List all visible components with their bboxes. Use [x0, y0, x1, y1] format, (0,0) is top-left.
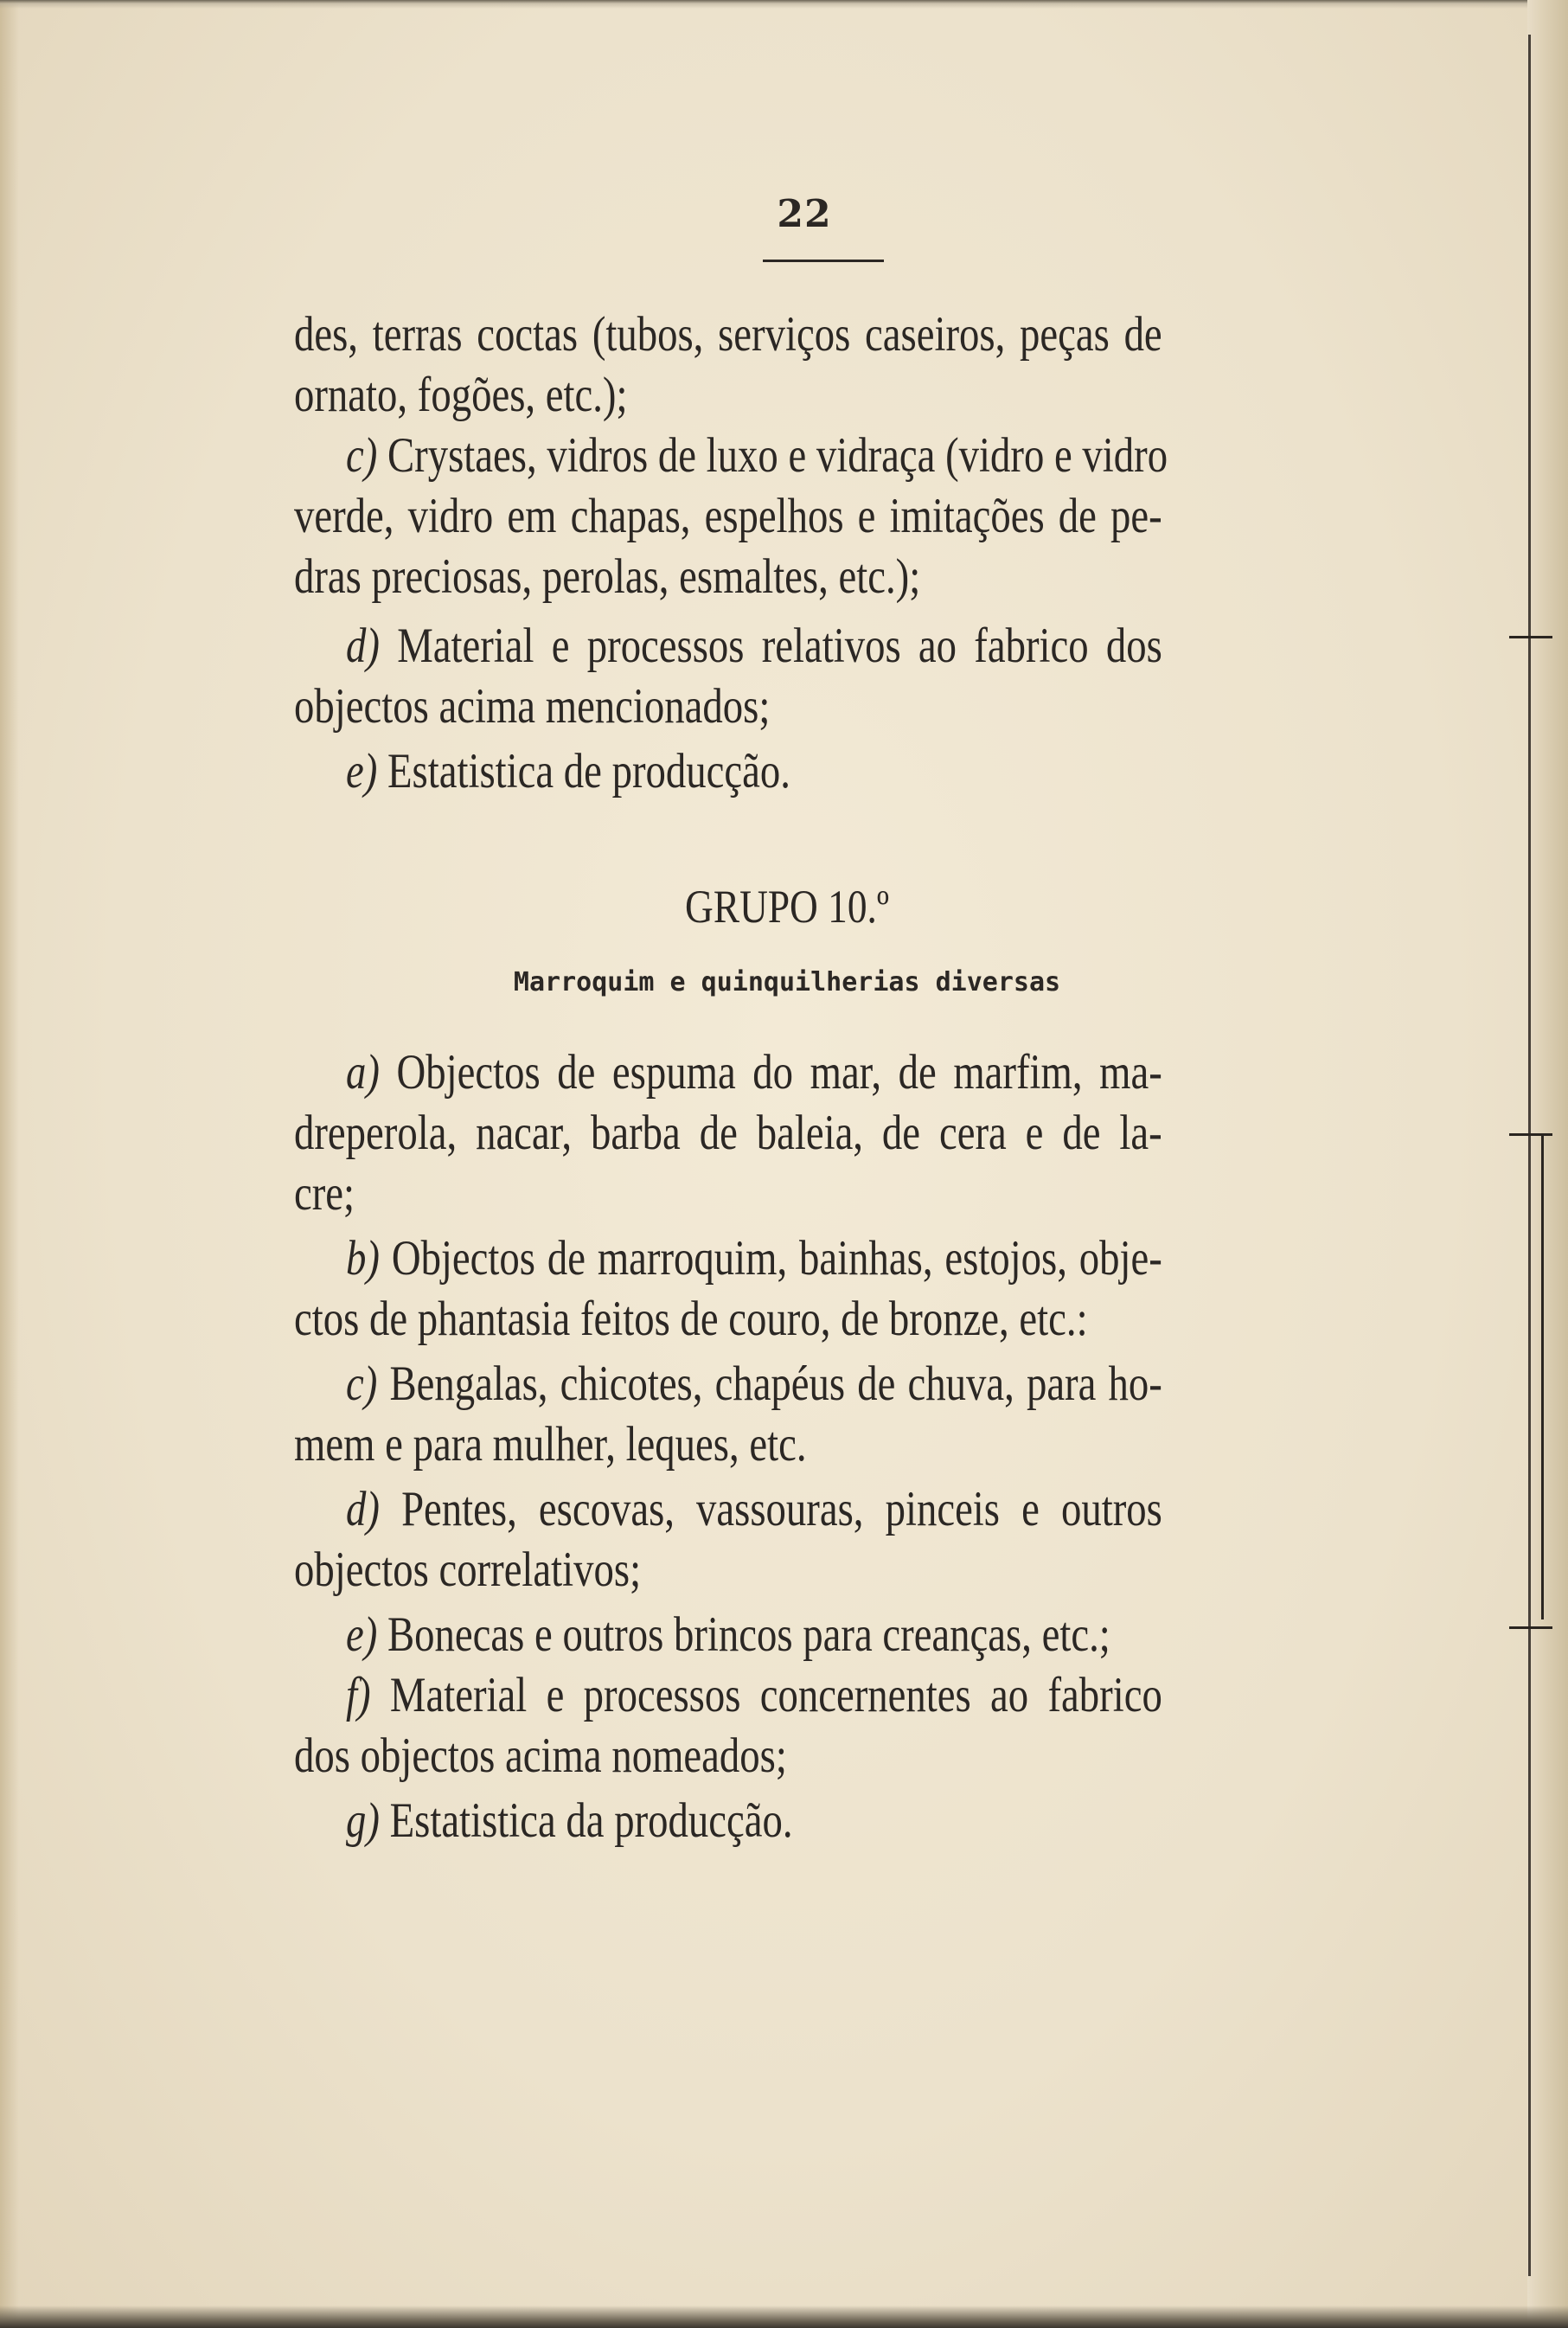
- list-item-first-line: [346, 1665, 1162, 1726]
- text-line: verde, vidro em chapas, espelhos e imitações de pe-: [294, 489, 1162, 543]
- item-marker: d): [346, 1482, 380, 1536]
- item-text: Estatistica de producção.: [387, 744, 790, 798]
- item-marker: a): [346, 1045, 380, 1100]
- list-item-first-line: [346, 1228, 1162, 1289]
- item-marker: b): [346, 1231, 380, 1286]
- item-text: Bonecas e outros brincos para creanças, etc.;: [387, 1607, 1110, 1662]
- text-line: dras preciosas, perolas, esmaltes, etc.);: [294, 549, 921, 604]
- page-edge-mark: [1541, 1135, 1544, 1619]
- text-line: cre;: [294, 1166, 355, 1221]
- item-marker: d): [346, 619, 380, 673]
- list-item-first-line: [346, 1479, 1162, 1540]
- page-edge-mark: [1509, 636, 1552, 638]
- list-item-first-line: [346, 741, 1162, 802]
- text-line: ornato, fogões, etc.);: [294, 368, 628, 422]
- group-title: GRUPO 10.º: [685, 881, 889, 933]
- list-item-first-line: [346, 1042, 1162, 1103]
- group-subtitle: Marroquim e quinquilherias diversas: [513, 967, 1061, 997]
- text-line: dreperola, nacar, barba de baleia, de cera e de la-: [294, 1106, 1162, 1160]
- item-text: Material e processos relativos ao fabrico dos: [397, 619, 1162, 673]
- list-item-first-line: [346, 426, 1168, 486]
- item-text: Bengalas, chicotes, chapéus de chuva, para ho-: [389, 1356, 1162, 1411]
- item-text: Estatistica da producção.: [389, 1793, 793, 1848]
- item-text: Material e processos concernentes ao fabrico: [389, 1668, 1162, 1722]
- list-item-first-line: [346, 1791, 1162, 1851]
- item-marker: c): [346, 1356, 378, 1411]
- item-text: Pentes, escovas, vassouras, pinceis e outros: [401, 1482, 1162, 1536]
- text-line: des, terras coctas (tubos, serviços caseiros, peças de: [294, 307, 1162, 362]
- page-bottom-edge: [0, 2306, 1568, 2328]
- page-gutter-shadow: [0, 0, 19, 2328]
- page-edge-mark: [1509, 1133, 1552, 1136]
- list-item-first-line: [346, 1354, 1162, 1414]
- text-line: mem e para mulher, leques, etc.: [294, 1417, 807, 1472]
- text-line: objectos acima mencionados;: [294, 679, 771, 734]
- list-item-first-line: [346, 616, 1162, 677]
- text-line: objectos correlativos;: [294, 1542, 642, 1597]
- page-top-edge: [0, 0, 1568, 9]
- page-number: 22: [777, 192, 832, 236]
- page-edge-mark: [1509, 1626, 1552, 1629]
- item-text: Crystaes, vidros de luxo e vidraça (vidro e vidro: [387, 428, 1168, 483]
- item-marker: c): [346, 428, 378, 483]
- item-marker: e): [346, 1607, 378, 1662]
- page-right-edge: [1527, 0, 1568, 2328]
- page-edge-line: [1528, 35, 1531, 2276]
- text-line: ctos de phantasia feitos de couro, de bronze, etc.:: [294, 1292, 1088, 1346]
- item-marker: e): [346, 744, 378, 798]
- text-line: dos objectos acima nomeados;: [294, 1728, 787, 1783]
- header-rule: [763, 260, 884, 262]
- item-text: Objectos de espuma do mar, de marfim, ma-: [396, 1045, 1162, 1100]
- item-marker: g): [346, 1793, 380, 1848]
- list-item-first-line: [346, 1605, 1162, 1665]
- item-text: Objectos de marroquim, bainhas, estojos, obje-: [391, 1231, 1162, 1286]
- item-marker: f): [346, 1668, 371, 1722]
